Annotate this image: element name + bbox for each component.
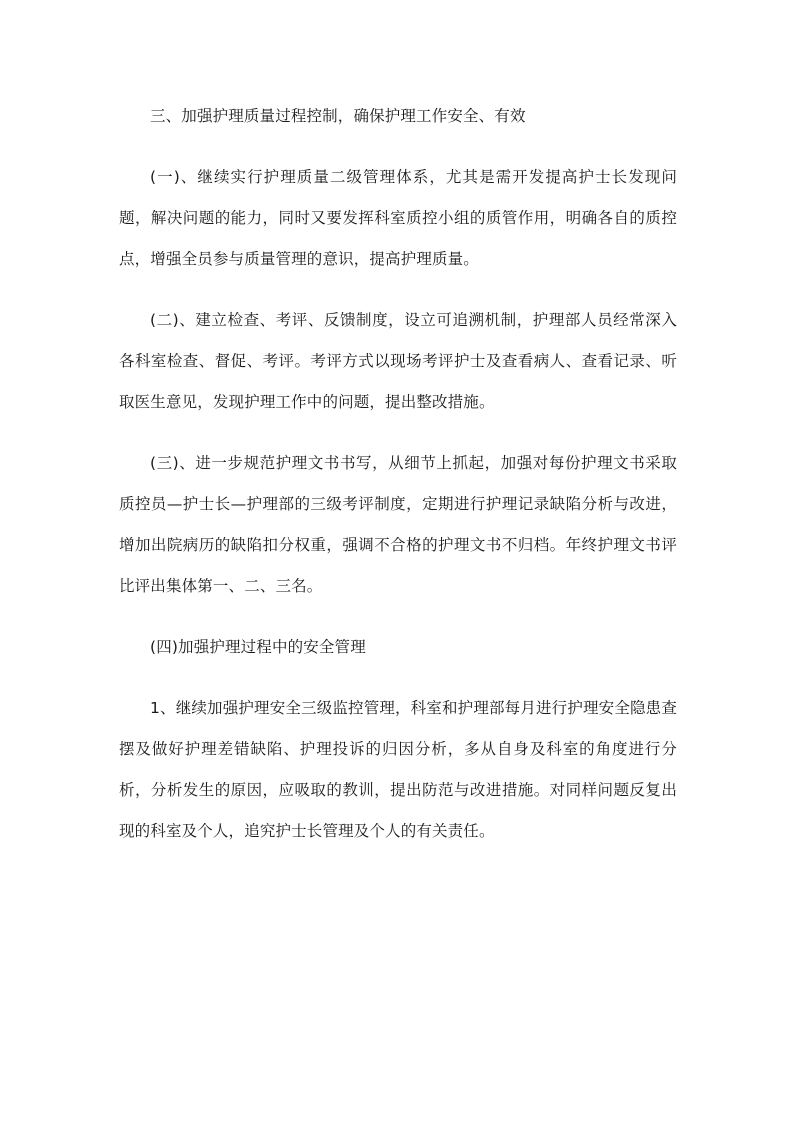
subsection-heading: (四)加强护理过程中的安全管理 bbox=[150, 638, 366, 656]
paragraph-item-2: (二)、建立检查、考评、反馈制度，设立可追溯机制，护理部人员经常深入各科室检查、督促、考评。考评方式以现场考评护士及查看病人、查看记录、听取医生意见，发现护理工作中的问题，提出整改措施。 bbox=[119, 311, 677, 411]
paragraph-item-1: (一)、继续实行护理质量二级管理体系，尤其是需开发提高护士长发现问题，解决问题的能力，同时又要发挥科室质控小组的质管作用，明确各自的质控点，增强全员参与质量管理的意识，提高护理质量。 bbox=[119, 168, 677, 268]
document-body bbox=[119, 96, 677, 872]
paragraph-item-5: 1、继续加强护理安全三级监控管理，科室和护理部每月进行护理安全隐患查摆及做好护理差错缺陷、护理投诉的归因分析，多从自身及科室的角度进行分析，分析发生的原因，应吸取的教训，提出防范与改进措施。对同样问题反复出现的科室及个人，追究护士长管理及个人的有关责任。 bbox=[119, 699, 677, 840]
section-heading: 三、加强护理质量过程控制，确保护理工作安全、有效 bbox=[150, 107, 526, 125]
paragraph-item-3: (三)、进一步规范护理文书书写，从细节上抓起，加强对每份护理文书采取质控员—护士长—护理部的三级考评制度，定期进行护理记录缺陷分析与改进，增加出院病历的缺陷扣分权重，强调不合格的护理文书不归档。年终护理文书评比评出集体第一、二、三名。 bbox=[119, 454, 677, 595]
